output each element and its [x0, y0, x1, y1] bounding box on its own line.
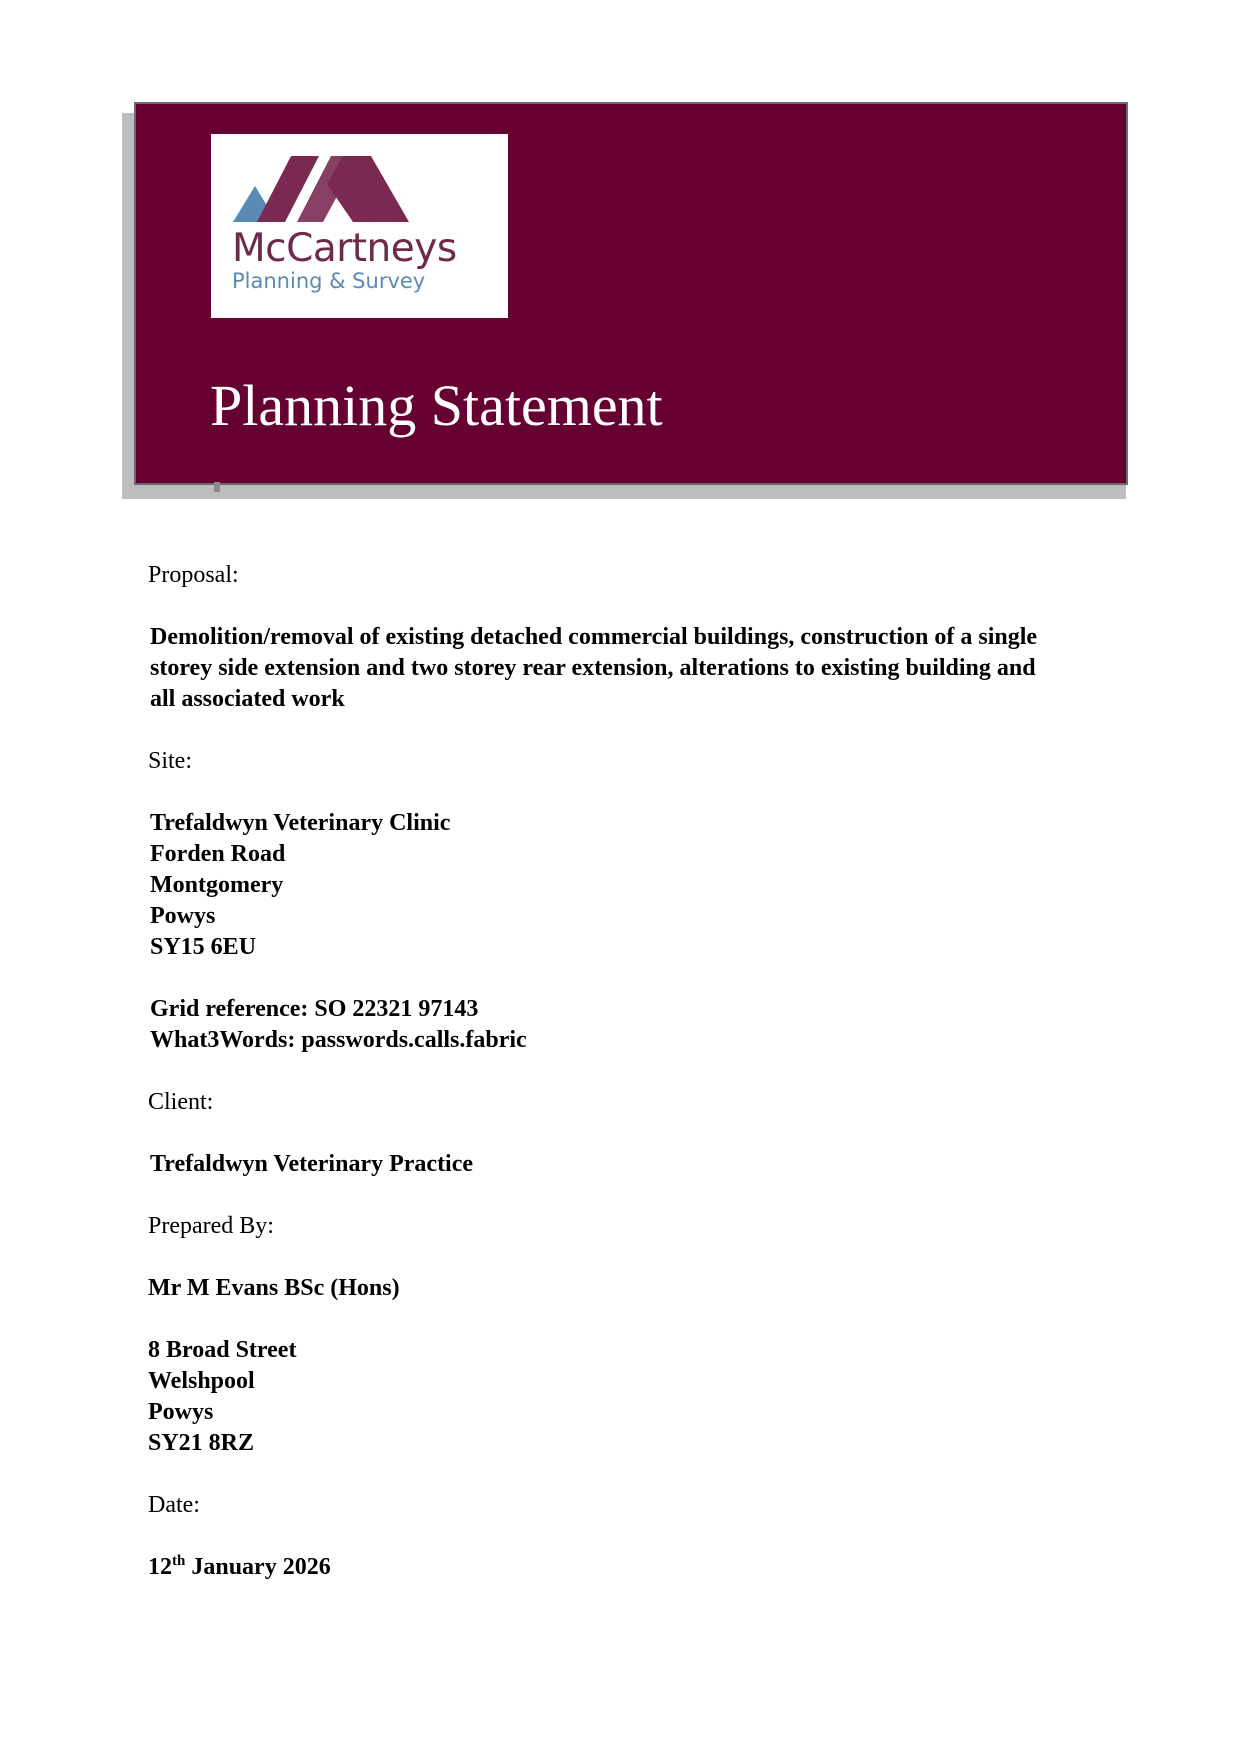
decorative-mark	[214, 482, 220, 492]
proposal-line: Demolition/removal of existing detached commercial buildings, construction of a single	[150, 624, 1038, 650]
document-title: Planning Statement	[210, 373, 663, 438]
proposal-line: all associated work	[150, 686, 345, 712]
logo-tagline: Planning & Survey	[232, 269, 426, 293]
date-month-year: January 2026	[185, 1554, 331, 1580]
author-name: Mr M Evans BSc (Hons)	[148, 1275, 400, 1301]
date-day: 12	[148, 1554, 172, 1580]
client-name: Trefaldwyn Veterinary Practice	[150, 1151, 474, 1177]
site-address-line: Forden Road	[150, 841, 286, 867]
company-logo	[211, 134, 508, 318]
author-address	[148, 1335, 1108, 1459]
author-address-line: Welshpool	[148, 1368, 255, 1394]
author-address-line: Powys	[148, 1399, 214, 1425]
site-address-line: SY15 6EU	[150, 934, 257, 960]
site-label: Site:	[148, 748, 193, 774]
author-address-line: SY21 8RZ	[148, 1430, 255, 1456]
site-address-line: Trefaldwyn Veterinary Clinic	[150, 810, 451, 836]
author-address-line: 8 Broad Street	[148, 1337, 297, 1363]
prepared-by-label: Prepared By:	[148, 1213, 274, 1239]
client-label: Client:	[148, 1089, 214, 1115]
what3words-reference: What3Words: passwords.calls.fabric	[150, 1027, 527, 1053]
site-address	[150, 808, 1108, 963]
proposal-line: storey side extension and two storey rear extension, alterations to existing building and	[150, 655, 1036, 681]
proposal-description	[150, 622, 1108, 715]
cover-banner	[134, 102, 1128, 485]
proposal-label: Proposal:	[148, 562, 239, 588]
site-location-refs	[150, 994, 1108, 1056]
site-address-line: Montgomery	[150, 872, 284, 898]
document-date	[148, 1552, 1108, 1583]
grid-reference: Grid reference: SO 22321 97143	[150, 996, 479, 1022]
site-address-line: Powys	[150, 903, 216, 929]
date-ordinal-suffix: th	[172, 1553, 186, 1569]
cover-details	[148, 560, 1108, 1614]
logo-wordmark: McCartneys	[232, 226, 457, 271]
date-label: Date:	[148, 1492, 200, 1518]
